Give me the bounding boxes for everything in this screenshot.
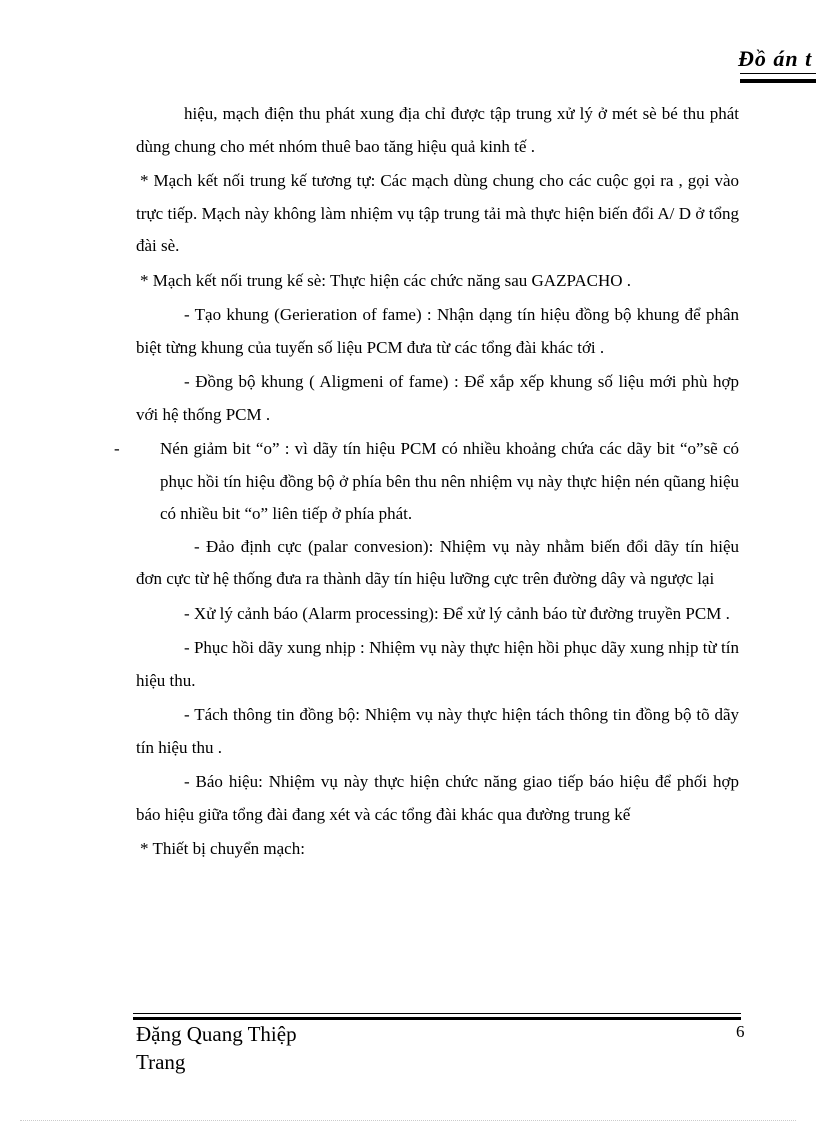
paragraph: - Báo hiệu: Nhiệm vụ này thực hiện chức năng giao tiếp báo hiệu để phối hợp báo hiệu giữa tổng đài đang xét và các tổng đài khác qua đường trung kế [136, 772, 739, 824]
page-number: 6 [736, 1022, 745, 1041]
paragraph: - Phục hồi dãy xung nhịp : Nhiệm vụ này thực hiện hồi phục dãy xung nhịp từ tín hiệu thu. [136, 638, 739, 690]
paragraph: * Thiết bị chuyển mạch: [140, 839, 305, 858]
paragraph: - Đảo định cực (palar convesion): Nhiệm vụ này nhằm biến đổi dãy tín hiệu đơn cực từ hệ thống đưa ra thành dãy tín hiệu lưỡng cực trên đường dây và ngược lại [136, 536, 739, 588]
footer-rule-thin [133, 1013, 741, 1014]
paragraph: - Tạo khung (Gerieration of fame) : Nhận dạng tín hiệu đồng bộ khung để phân biệt từng khung của tuyến số liệu PCM đưa từ các tổng đài khác tới . [136, 305, 739, 357]
paragraph: - Đồng bộ khung ( Aligmeni of fame) : Để xắp xếp khung số liệu mới phù hợp với hệ thống PCM . [136, 372, 739, 424]
list-item [114, 433, 739, 531]
paragraph: - Tách thông tin đồng bộ: Nhiệm vụ này thực hiện tách thông tin đồng bộ tõ dãy tín hiệu thu . [136, 705, 739, 757]
list-item-text: Nén giảm bit “o” : vì dãy tín hiệu PCM có nhiều khoảng chứa các dãy bit “o”sẽ có phục hồi tín hiệu đồng bộ ở phía bên thu nên nhiệm vụ này thực hiện nén qũang hiệu có nhiều bit “o” liên tiếp ở phía phát. [160, 439, 739, 523]
paragraph: - Xử lý cảnh báo (Alarm processing): Để xử lý cảnh báo từ đường truyền PCM . [184, 603, 730, 623]
paragraph: * Mạch kết nối trung kế sè: Thực hiện các chức năng sau GAZPACHO . [140, 270, 632, 290]
body-text [114, 98, 739, 868]
footer-page-label: Trang [136, 1050, 186, 1074]
bottom-dotted-border [20, 1120, 796, 1121]
footer-author: Đặng Quang Thiệp [136, 1022, 297, 1046]
page-header-title: Đồ án t [738, 46, 813, 71]
paragraph: * Mạch kết nối trung kế tương tự: Các mạch dùng chung cho các cuộc gọi ra , gọi vào trực tiếp. Mạch này không làm nhiệm vụ tập trung tải mà thực hiện biến đổi A/ D ở tổng đài sè. [136, 171, 739, 255]
list-marker: - [114, 439, 120, 458]
header-rule-thick [740, 79, 816, 83]
footer-author-block [136, 1020, 297, 1076]
header-rule-thin [740, 73, 816, 74]
paragraph: hiệu, mạch điện thu phát xung địa chỉ được tập trung xử lý ở mét sè bé thu phát dùng chung cho mét nhóm thuê bao tăng hiệu quả kinh tế . [136, 104, 739, 156]
